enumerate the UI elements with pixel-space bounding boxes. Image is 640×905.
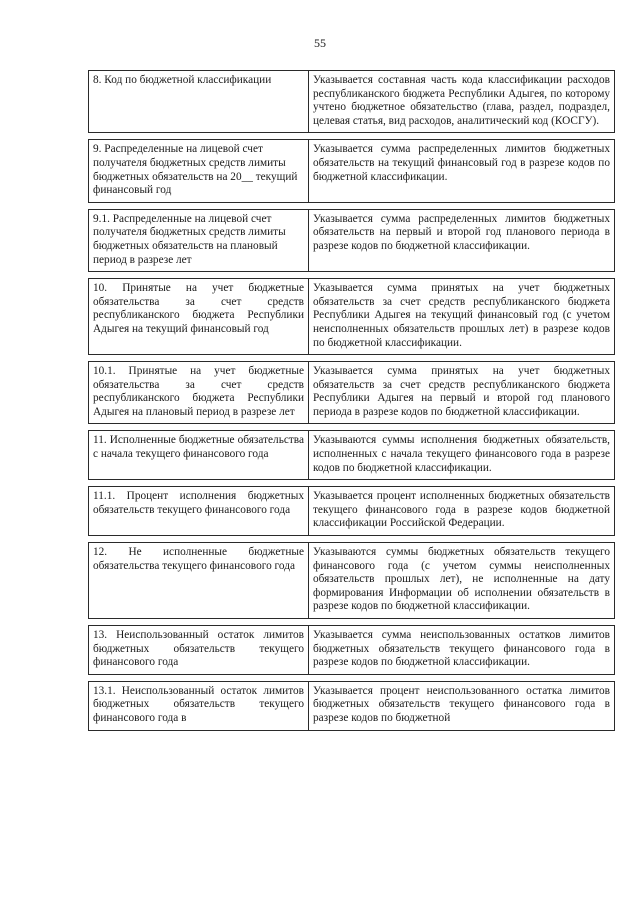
- row-spacer: [89, 424, 615, 431]
- field-description-cell: Указывается составная часть кода классификации расходов республиканского бюджета Республики Адыгея, по которому учтено бюджетное обязательство (глава, раздел, подраздел, целевая статья, вид расходов, аналитический код (КОСГУ).: [309, 71, 615, 133]
- field-description-cell: Указывается сумма принятых на учет бюджетных обязательств за счет средств республиканского бюджета Республики Адыгея на текущий финансовый год (с учетом неисполненных обязательств прошлых лет) в разрезе кодов по бюджетной классификации.: [309, 279, 615, 355]
- table-row: [89, 431, 615, 480]
- field-name-cell: 11. Исполненные бюджетные обязательства с начала текущего финансового года: [89, 431, 309, 480]
- field-name-cell: 13.1. Неиспользованный остаток лимитов бюджетных обязательств текущего финансового года в: [89, 681, 309, 730]
- field-description-cell: Указывается сумма распределенных лимитов бюджетных обязательств на текущий финансовый год в разрезе кодов по бюджетной классификации.: [309, 140, 615, 202]
- row-spacer: [89, 202, 615, 209]
- row-spacer: [89, 674, 615, 681]
- field-name-cell: 9. Распределенные на лицевой счет получателя бюджетных средств лимиты бюджетных обязательств на 20__ текущий финансовый год: [89, 140, 309, 202]
- field-description-cell: Указывается процент неиспользованного остатка лимитов бюджетных обязательств текущего финансового года в разрезе кодов по бюджетной: [309, 681, 615, 730]
- field-name-cell: 10. Принятые на учет бюджетные обязательства за счет средств республиканского бюджета Республики Адыгея на текущий финансовый год: [89, 279, 309, 355]
- field-name-cell: 10.1. Принятые на учет бюджетные обязательства за счет средств республиканского бюджета Республики Адыгея на плановый период в разрезе лет: [89, 362, 309, 424]
- field-name-cell: 11.1. Процент исполнения бюджетных обязательств текущего финансового года: [89, 487, 309, 536]
- field-description-cell: Указываются суммы исполнения бюджетных обязательств, исполненных с начала текущего финансового года в разрезе кодов по бюджетной классификации.: [309, 431, 615, 480]
- row-spacer: [89, 480, 615, 487]
- row-spacer: [89, 536, 615, 543]
- field-description-cell: Указываются суммы бюджетных обязательств текущего финансового года (с учетом суммы неисполненных обязательств прошлых лет), не исполненные на дату формирования Информации об исполнении обязательств в разрезе кодов по бюджетной классификации.: [309, 543, 615, 619]
- field-description-cell: Указывается сумма распределенных лимитов бюджетных обязательств на первый и второй год планового периода в разрезе кодов по бюджетной классификации.: [309, 209, 615, 271]
- table-row: [89, 626, 615, 675]
- table-row: [89, 362, 615, 424]
- table-row: [89, 681, 615, 730]
- field-description-cell: Указывается процент исполненных бюджетных обязательств текущего финансового года в разрезе кодов бюджетной классификации Российской Федерации.: [309, 487, 615, 536]
- field-name-cell: 13. Неиспользованный остаток лимитов бюджетных обязательств текущего финансового года: [89, 626, 309, 675]
- row-spacer: [89, 619, 615, 626]
- field-name-cell: 8. Код по бюджетной классификации: [89, 71, 309, 133]
- table-row: [89, 279, 615, 355]
- field-name-cell: 9.1. Распределенные на лицевой счет получателя бюджетных средств лимиты бюджетных обязательств на плановый период в разрезе лет: [89, 209, 309, 271]
- field-description-cell: Указывается сумма неиспользованных остатков лимитов бюджетных обязательств текущего финансового года в разрезе кодов по бюджетной классификации.: [309, 626, 615, 675]
- table-row: [89, 543, 615, 619]
- row-spacer: [89, 272, 615, 279]
- page-number: 55: [314, 36, 326, 50]
- field-description-table: [88, 70, 615, 731]
- field-name-cell: 12. Не исполненные бюджетные обязательства текущего финансового года: [89, 543, 309, 619]
- row-spacer: [89, 133, 615, 140]
- table-row: [89, 71, 615, 133]
- row-spacer: [89, 355, 615, 362]
- table-row: [89, 140, 615, 202]
- field-description-cell: Указывается сумма принятых на учет бюджетных обязательств за счет средств республиканского бюджета Республики Адыгея на первый и второй год планового периода в разрезе кодов по бюджетной классификации.: [309, 362, 615, 424]
- table-row: [89, 209, 615, 271]
- table-row: [89, 487, 615, 536]
